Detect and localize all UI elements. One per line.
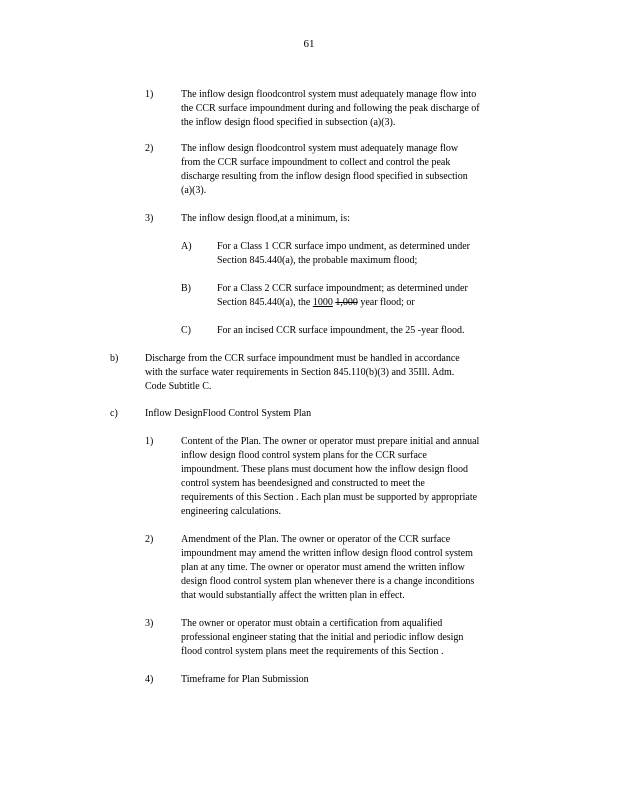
text-line: Section 845.440(a), the probable maximum flood; <box>217 255 418 266</box>
item-text <box>145 352 460 394</box>
text-line: Code Subtitle C. <box>145 381 212 392</box>
item-marker: 2) <box>145 534 154 545</box>
item-text <box>217 324 464 338</box>
text-line: Timeframe for Plan Submission <box>181 674 309 685</box>
text-segment: year flood; or <box>357 297 415 308</box>
text-line: from the CCR surface impoundment to collect and control the peak <box>181 157 451 168</box>
item-text <box>217 282 468 310</box>
item-marker: B) <box>181 283 191 294</box>
text-line: professional engineer stating that the initial and periodic inflow design <box>181 632 464 643</box>
item-marker: 3) <box>145 618 154 629</box>
text-line: The inflow design flood,at a minimum, is: <box>181 213 350 224</box>
text-line: the CCR surface impoundment during and following the peak discharge of <box>181 103 480 114</box>
text-line: plan at any time. The owner or operator must amend the written inflow <box>181 562 465 573</box>
item-text <box>181 533 474 603</box>
text-line: discharge resulting from the inflow design flood specified in subsection <box>181 171 468 182</box>
item-text <box>217 240 470 268</box>
item-marker: C) <box>181 325 191 336</box>
text-line: that would substantially affect the written plan in effect. <box>181 590 405 601</box>
text-segment: Section 845.440(a), the <box>217 297 313 308</box>
item-text <box>181 435 479 519</box>
text-line: (a)(3). <box>181 185 207 196</box>
item-marker: b) <box>110 353 119 364</box>
text-line: engineering calculations. <box>181 506 281 517</box>
item-text <box>181 617 463 659</box>
item-text <box>181 673 309 687</box>
text-line: The inflow design floodcontrol system must adequately manage flow <box>181 143 459 154</box>
text-line: For a Class 1 CCR surface impo undment, as determined under <box>217 241 471 252</box>
text-line <box>217 296 468 310</box>
item-marker: 2) <box>145 143 154 154</box>
item-text <box>181 142 468 198</box>
text-line: requirements of this Section . Each plan must be supported by appropriate <box>181 492 478 503</box>
page-number: 61 <box>303 38 315 50</box>
item-text <box>181 212 350 226</box>
text-line: The owner or operator must obtain a certification from aqualified <box>181 618 443 629</box>
text-line: Amendment of the Plan. The owner or operator of the CCR surface <box>181 534 451 545</box>
text-line: with the surface water requirements in Section 845.110(b)(3) and 35Ill. Adm. <box>145 367 455 378</box>
item-marker: A) <box>181 241 192 252</box>
text-line: design flood control system plan whenever there is a change inconditions <box>181 576 475 587</box>
text-line: Inflow DesignFlood Control System Plan <box>145 408 312 419</box>
item-text <box>145 407 311 421</box>
inserted-text: 1000 <box>312 297 333 308</box>
deleted-text: 1,000 <box>335 297 358 308</box>
text-line: inflow design flood control system plans for the CCR surface <box>181 450 427 461</box>
text-line: For an incised CCR surface impoundment, the 25 -year flood. <box>217 325 465 336</box>
text-line: control system has beendesigned and constructed to meet the <box>181 478 425 489</box>
text-line: Discharge from the CCR surface impoundment must be handled in accordance <box>145 353 460 364</box>
text-line: impoundment may amend the written inflow design flood control system <box>181 548 473 559</box>
text-line: The inflow design floodcontrol system must adequately manage flow into <box>181 89 477 100</box>
item-marker: 1) <box>145 89 154 100</box>
text-line: For a Class 2 CCR surface impoundment; as determined under <box>217 283 468 294</box>
item-marker: c) <box>110 408 118 419</box>
item-text <box>181 88 480 130</box>
item-marker: 3) <box>145 213 154 224</box>
text-line: the inflow design flood specified in subsection (a)(3). <box>181 117 396 128</box>
item-marker: 1) <box>145 436 154 447</box>
text-line: flood control system plans meet the requirements of this Section . <box>181 646 444 657</box>
text-line: impoundment. These plans must document how the inflow design flood <box>181 464 469 475</box>
text-line: Content of the Plan. The owner or operator must prepare initial and annual <box>181 436 480 447</box>
item-marker: 4) <box>145 674 154 685</box>
